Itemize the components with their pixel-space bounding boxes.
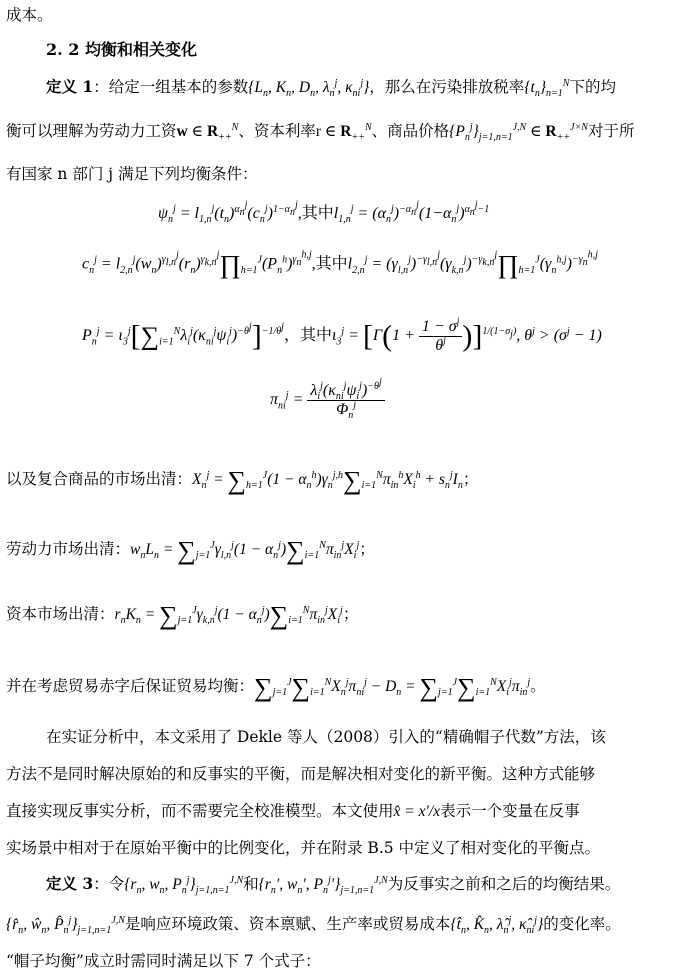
math-inline: w ∈ $R_{++}^N$ — [176, 121, 239, 144]
math-inline: r ∈ $R_{++}^N$ — [315, 121, 372, 144]
math-inline: $X_n^j = \sum_{h=1}^J(1 - \alpha_n^h)\gamma_n^{j,h}\sum_{i=1}^N\pi_{in}^hX_i^h + s_n^jI_n$ — [192, 466, 463, 495]
section-title: 2. 2 均衡和相关变化 — [46, 40, 197, 59]
definition-1-line: 定义 1：给定一组基本的参数{$L_n$, $K_n$, $D_n$, $\lambda_n^j$, $\kappa_{ni}^j$}，那么在污染排放税率$\{t_n\}_{n=1}^N$下的均 — [46, 77, 616, 100]
math-inline: $\sum_{j=1}^J\sum_{i=1}^NX_n^j\pi_{ni}^j - D_n = \sum_{j=1}^J\sum_{i=1}^NX_i^j\pi_{in}^j$ — [254, 673, 531, 702]
math-inline: {$L_n$, $K_n$, $D_n$, $\lambda_n^j$, $\kappa_{ni}^j$} — [248, 77, 370, 100]
text-line: 衡可以理解为劳动力工资w ∈ $R_{++}^N$、资本利率r ∈ $R_{++}^N$、商品价格$\{P_n^j\}_{j=1,n=1}^{J,N}$ ∈ $R_{++}^{J\times N}$对于所 — [6, 121, 635, 144]
equation-price: $P_n^j = \iota_3^j[\sum_{i=1}^N\lambda_i^j(\kappa_{ni}^j\psi_i^j)^{-\theta^j}]^{-1/\theta^j}$，其中$\iota_3^j = [\Gamma(1$ + $\frac{1 - \sigma^j}{\theta^j}$ )]$^{1/(1-\sigma_j)}$, $\theta^j > (\sigma^j - 1)$ — [82, 316, 602, 354]
text-line: 有国家 n 部门 j 满足下列均衡条件： — [6, 165, 258, 183]
math-inline: {$r_n$, $w_n$, $P_n^j\}_{j=1,n=1}^{J,N}$ — [124, 874, 244, 897]
text-line: 以及复合商品的市场出清：$X_n^j = \sum_{h=1}^J(1 - \alpha_n^h)\gamma_n^{j,h}\sum_{i=1}^N\pi_{in}^hX_i^h + s_n^jI_n$； — [6, 466, 479, 495]
paragraph-line: 直接实现反事实分析，而不需要完全校准模型。本文使用x̂ = x′/x表示一个变量在反事 — [6, 802, 580, 820]
math-inline: x̂ = x′/x — [393, 803, 441, 820]
math-inline: {$r_n'$, $w_n'$, $P_n^j'\}_{j=1,n=1}^{J,N}$ — [258, 874, 388, 897]
paragraph-line: 在实证分析中，本文采用了 Dekle 等人（2008）引入的“精确帽子代数”方法，该 — [46, 728, 606, 746]
math-inline: $\{t_n\}_{n=1}^N$ — [524, 77, 570, 100]
text-line: 成本。 — [6, 6, 53, 24]
text-line: 资本市场出清：$r_nK_n = \sum_{j=1}^J\gamma_{k,n}^j(1 - \alpha_n^j)\sum_{i=1}^N\pi_{in}^jX_i^j$； — [6, 601, 359, 630]
equation-psi: $\psi_n^j = l_{1,n}^j(t_n)^{\alpha_n^j}(c_n^j)^{1-\alpha_n^j}$,其中$l_{1,n}^j = (\alpha_n^j)^{-\alpha_n^j}(1-\alpha_n^j)^{\alpha_n^j-1}$ — [158, 199, 490, 226]
definition-3-line: 定义 3：令{$r_n$, $w_n$, $P_n^j\}_{j=1,n=1}^{J,N}$和{$r_n'$, $w_n'$, $P_n^j'\}_{j=1,n=1}^{J,N}$为反事实之前和之后的均衡结果。 — [46, 874, 621, 897]
text-line: {$r̂_n$, $ŵ_n$, $P̂_n^j\}_{j=1,n=1}^{J,N}$是响应环境政策、资本禀赋、生产率或贸易成本{$t̂_n$, $K̂_n$, $\lambdâ_n^j$, $\kappâ_{ni}^j$}的变化率。 — [6, 914, 621, 937]
text-line: “帽子均衡”成立时需同时满足以下 7 个式子： — [6, 952, 321, 970]
text-line: 劳动力市场出清：$w_nL_n = \sum_{j=1}^J\gamma_{l,n}^j(1 - \alpha_n^j)\sum_{i=1}^N\pi_{in}^jX_i^j$； — [6, 536, 375, 565]
math-inline: {$t̂_n$, $K̂_n$, $\lambdâ_n^j$, $\kappâ_{ni}^j$} — [450, 914, 544, 937]
math-inline: {$r̂_n$, $ŵ_n$, $P̂_n^j\}_{j=1,n=1}^{J,N}$ — [6, 914, 125, 937]
text-line: 并在考虑贸易赤字后保证贸易均衡：$\sum_{j=1}^J\sum_{i=1}^NX_n^j\pi_{ni}^j - D_n = \sum_{j=1}^J\sum_{i=1}^NX_i^j\pi_{in}^j$。 — [6, 673, 546, 702]
definition-label: 定义 3 — [46, 874, 94, 893]
math-inline: $r_nK_n = \sum_{j=1}^J\gamma_{k,n}^j(1 - \alpha_n^j)\sum_{i=1}^N\pi_{in}^jX_i^j$ — [114, 601, 343, 630]
paragraph-line: 实场景中相对于在原始平衡中的比例变化，并在附录 B.5 中定义了相对变化的平衡点。 — [6, 839, 601, 857]
math-inline: $w_nL_n = \sum_{j=1}^J\gamma_{l,n}^j(1 - \alpha_n^j)\sum_{i=1}^N\pi_{in}^jX_i^j$ — [130, 536, 360, 565]
definition-label: 定义 1 — [46, 77, 94, 96]
math-inline: $\{P_n^j\}_{j=1,n=1}^{J,N}$ ∈ $R_{++}^{J\times N}$ — [449, 121, 588, 144]
equation-trade-share: $\pi_{ni}^j$ = $\frac{\lambda_i^j(\kappa_{ni}^j\psi_i^j)^{-\theta^j}}{\Phi_n^j}$ — [270, 382, 385, 419]
equation-cost: $c_n^j$ = $l_{2,n}^j(w_n)^{\gamma_{l,n}^j}(r_n)^{\gamma_{k,n}^j}\prod_{h=1}^J(P_n^h)^{\gamma_n^{h,j}}$,其中$l_{2,n}^j$ = $(\gamma_{l,n}^j)^{-\gamma_{l,n}^j}(\gamma_{k,n}^j)^{-\gamma_{k,n}^j}\prod_{h=1}^J(\gamma_n^{h,j})^{-\gamma_n^{h,j}}$ — [82, 250, 598, 279]
paragraph-line: 方法不是同时解决原始的和反事实的平衡，而是解决相对变化的新平衡。这种方式能够 — [6, 765, 596, 783]
